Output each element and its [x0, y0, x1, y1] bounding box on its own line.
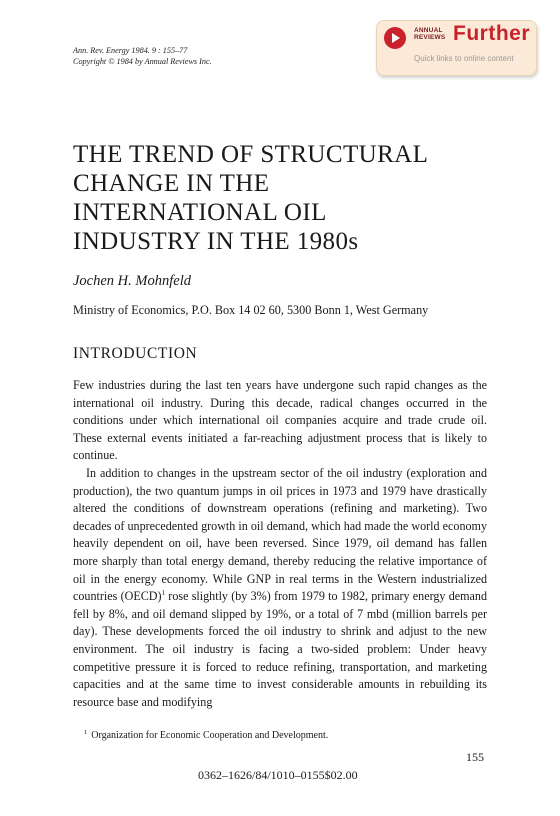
issn-code: 0362–1626/84/1010–0155$02.00 — [198, 768, 358, 782]
further-word: Further — [453, 22, 530, 45]
page-number: 155 — [466, 750, 484, 764]
section-heading: INTRODUCTION — [73, 345, 198, 362]
further-tagline: Quick links to online content — [414, 54, 514, 63]
paragraph — [73, 465, 487, 711]
author-affiliation: Ministry of Economics, P.O. Box 14 02 60, 5300 Bonn 1, West Germany — [73, 303, 429, 317]
author-name: Jochen H. Mohnfeld — [73, 273, 191, 289]
journal-citation — [73, 45, 212, 67]
footnote-marker: 1 — [84, 728, 88, 736]
title-line: THE TREND OF STRUCTURAL — [73, 141, 429, 168]
title-line: INDUSTRY IN THE 1980s — [73, 228, 359, 255]
paragraph-text: In addition to changes in the upstream sector of the oil industry (exploration and production), the two quantum jumps in oil prices in 1973 and 1979 have drastically altered the conditions of downstream operations (refining and marketing). Two decades of unprecedented growth in oil demand, which had made the world economy heavily dependent on oil, have been reversed. Since 1979, oil demand has fallen more sharply than total energy demand, thereby reducing the relative importance of oil in the energy economy. While GNP in real terms in the Western industrialized countries (OECD) — [73, 465, 487, 604]
further-links-badge[interactable] — [376, 20, 537, 76]
article-title — [73, 140, 493, 256]
footnote-text: Organization for Economic Cooperation and Development. — [91, 730, 329, 741]
brand-line-2: REVIEWS — [414, 34, 446, 41]
article-body — [73, 377, 487, 711]
title-line: CHANGE IN THE — [73, 170, 270, 197]
footnote — [84, 730, 328, 741]
title-line: INTERNATIONAL OIL — [73, 199, 327, 226]
annual-reviews-logo — [414, 27, 445, 41]
footnote-reference[interactable]: 1 — [161, 589, 166, 598]
paragraph: Few industries during the last ten years have undergone such rapid changes as the international oil industry. During this decade, radical changes occurred in the conditions under which international oil companies acquire and trade crude oil. These external events initiated a far-reaching adjustment process that is likely to continue. — [73, 378, 487, 463]
play-icon — [384, 27, 406, 49]
paragraph-text: rose slightly (by 3%) from 1979 to 1982, primary energy demand fell by 8%, and oil demand slipped by 19%, or a total of 7 mbd (million barrels per day). These developments forced the oil industry to shrink and adjust to the new environment. The oil industry is facing a two-sided problem: Under heavy competitive pressure it is forced to reduce refining, transportation, and marketing capacities and at the same time to invest considerable amounts in rebuilding its resource base and modifying — [73, 589, 487, 709]
brand-line-1: ANNUAL — [414, 27, 443, 34]
citation-line-1: Ann. Rev. Energy 1984. 9 : 155–77 — [73, 46, 188, 55]
citation-line-2: Copyright © 1984 by Annual Reviews Inc. — [73, 57, 212, 66]
